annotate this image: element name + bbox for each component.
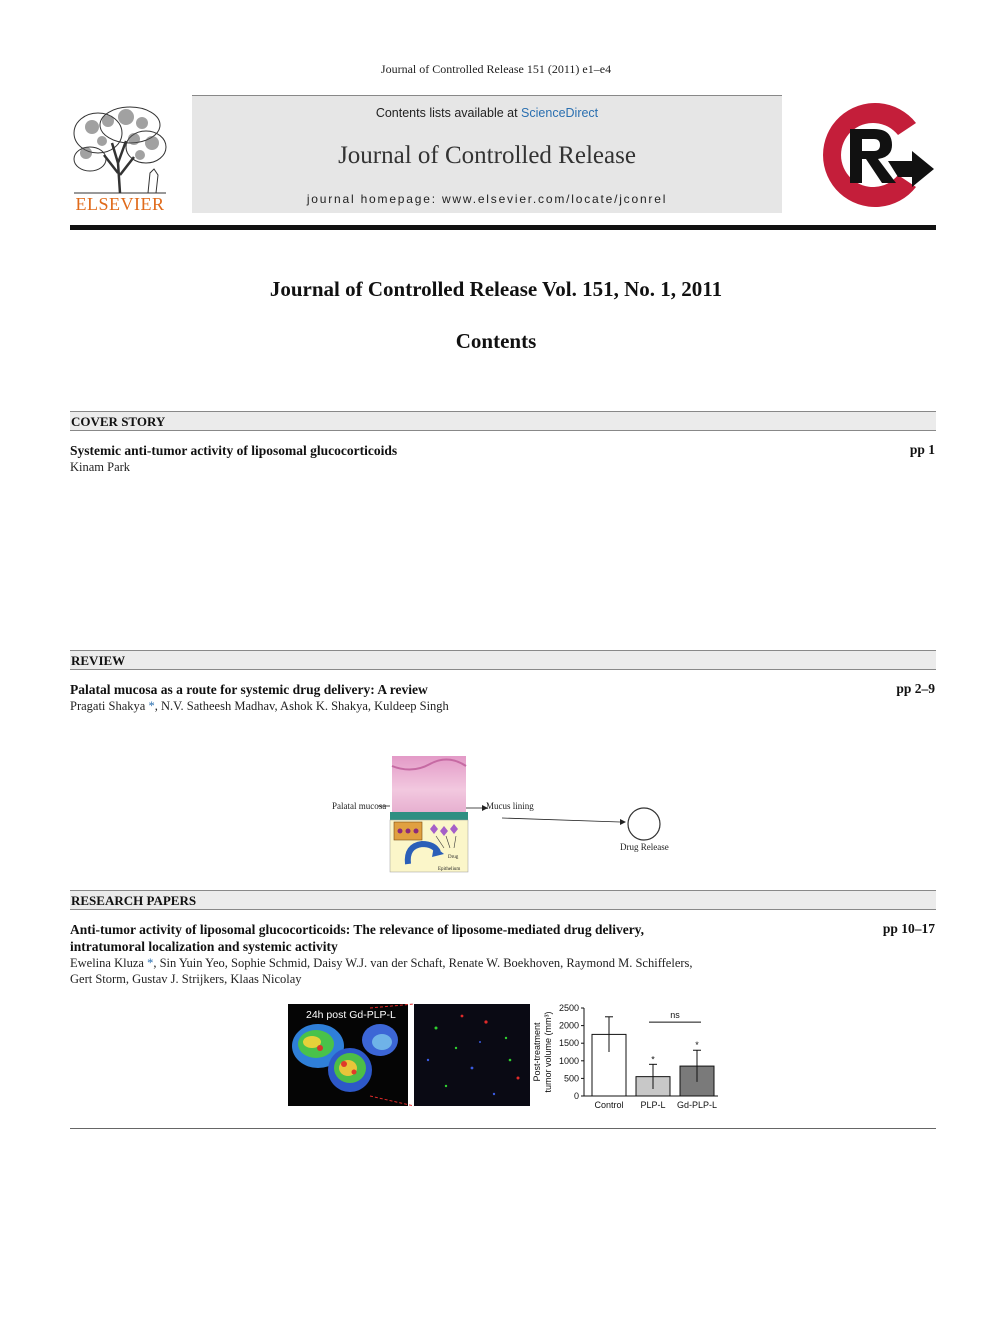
- article-authors-cover: Kinam Park: [70, 460, 131, 474]
- x-tick-label: PLP-L: [640, 1100, 666, 1110]
- journal-title: Journal of Controlled Release: [338, 142, 636, 169]
- label-drug: Drug: [448, 855, 459, 860]
- article-authors-review: [70, 698, 449, 714]
- author-line-1: [70, 955, 693, 971]
- y-axis-label: tumor volume (mm³): [543, 1011, 553, 1093]
- bottom-rule: [70, 1128, 936, 1129]
- article-title-review[interactable]: Palatal mucosa as a route for systemic drug delivery: A review: [70, 682, 428, 697]
- author-name: Ewelina Kluza: [70, 956, 144, 970]
- tumor-volume-chart: [532, 1003, 718, 1110]
- significance-marker: *: [695, 1040, 699, 1051]
- y-axis-label: Post-treatment: [532, 1022, 542, 1082]
- microscopy-image-panel: [414, 1004, 530, 1106]
- sciencedirect-link[interactable]: ScienceDirect: [521, 106, 599, 120]
- label-palatal-mucosa: Palatal mucosa: [332, 801, 387, 811]
- research-graphical-abstract: [286, 998, 726, 1114]
- author-line-2: Gert Storm, Gustav J. Strijkers, Klaas Nicolay: [70, 972, 302, 986]
- elsevier-wordmark: ELSEVIER: [75, 194, 165, 214]
- contents-available: [192, 106, 782, 120]
- journal-cr-logo: [804, 95, 938, 215]
- section-heading: RESEARCH PAPERS: [71, 893, 197, 908]
- ns-label: ns: [670, 1010, 680, 1021]
- y-tick-label: 2000: [558, 1020, 579, 1031]
- section-heading: COVER STORY: [71, 414, 166, 429]
- label-mucus-lining: Mucus lining: [486, 801, 534, 811]
- release-circle: [628, 808, 660, 840]
- y-tick-label: 500: [563, 1073, 579, 1084]
- article-title-research[interactable]: [70, 921, 644, 955]
- journal-homepage[interactable]: journal homepage: www.elsevier.com/locate/jconrel: [306, 192, 668, 206]
- volume-title: Journal of Controlled Release Vol. 151, No. 1, 2011: [269, 277, 723, 301]
- author-list: , Sin Yuin Yeo, Sophie Schmid, Daisy W.J. van der Schaft, Renate W. Boekhoven, Raymond M. Schiffelers,: [153, 956, 693, 970]
- header-rule: [70, 225, 936, 230]
- corresponding-author-star[interactable]: *: [143, 956, 154, 970]
- corresponding-author-star[interactable]: *: [145, 699, 155, 713]
- arrow-to-release: [502, 818, 620, 822]
- journal-header-band: [192, 95, 782, 213]
- author-list: , N.V. Satheesh Madhav, Ashok K. Shakya, Kuldeep Singh: [154, 699, 449, 713]
- contents-title: Contents: [455, 329, 537, 353]
- article-title-line-1: Anti-tumor activity of liposomal glucocorticoids: The relevance of liposome-mediated drug delivery,: [70, 922, 645, 937]
- section-research-papers: [70, 890, 936, 910]
- mucus-lining-band: [390, 812, 468, 820]
- article-title-line-2: intratumoral localization and systemic activity: [70, 939, 338, 954]
- significance-marker: *: [651, 1054, 655, 1065]
- y-tick-label: 1500: [558, 1038, 579, 1049]
- x-tick-label: Control: [594, 1100, 624, 1110]
- label-drug-release: Drug Release: [620, 842, 669, 852]
- contents-prefix: Contents lists available at: [375, 106, 522, 120]
- label-epithelium: Epithelium: [438, 867, 461, 872]
- section-review: [70, 650, 936, 670]
- y-tick-label: 1000: [558, 1055, 579, 1066]
- running-head: Journal of Controlled Release 151 (2011) e1–e4: [380, 62, 612, 76]
- article-pages-cover: pp 1: [909, 442, 935, 457]
- section-heading: REVIEW: [71, 653, 126, 668]
- author-name: Pragati Shakya: [70, 699, 146, 713]
- y-tick-label: 2500: [558, 1003, 579, 1013]
- article-authors-research: [70, 955, 693, 987]
- article-pages-research: pp 10–17: [882, 921, 935, 936]
- y-tick-label: 0: [573, 1091, 579, 1101]
- section-cover-story: [70, 411, 936, 431]
- mri-label: 24h post Gd-PLP-L: [306, 1009, 396, 1021]
- article-title-cover[interactable]: Systemic anti-tumor activity of liposomal glucocorticoids: [70, 443, 398, 458]
- review-graphical-abstract: [326, 752, 686, 878]
- x-tick-label: Gd-PLP-L: [676, 1100, 718, 1110]
- article-pages-review: pp 2–9: [896, 681, 935, 696]
